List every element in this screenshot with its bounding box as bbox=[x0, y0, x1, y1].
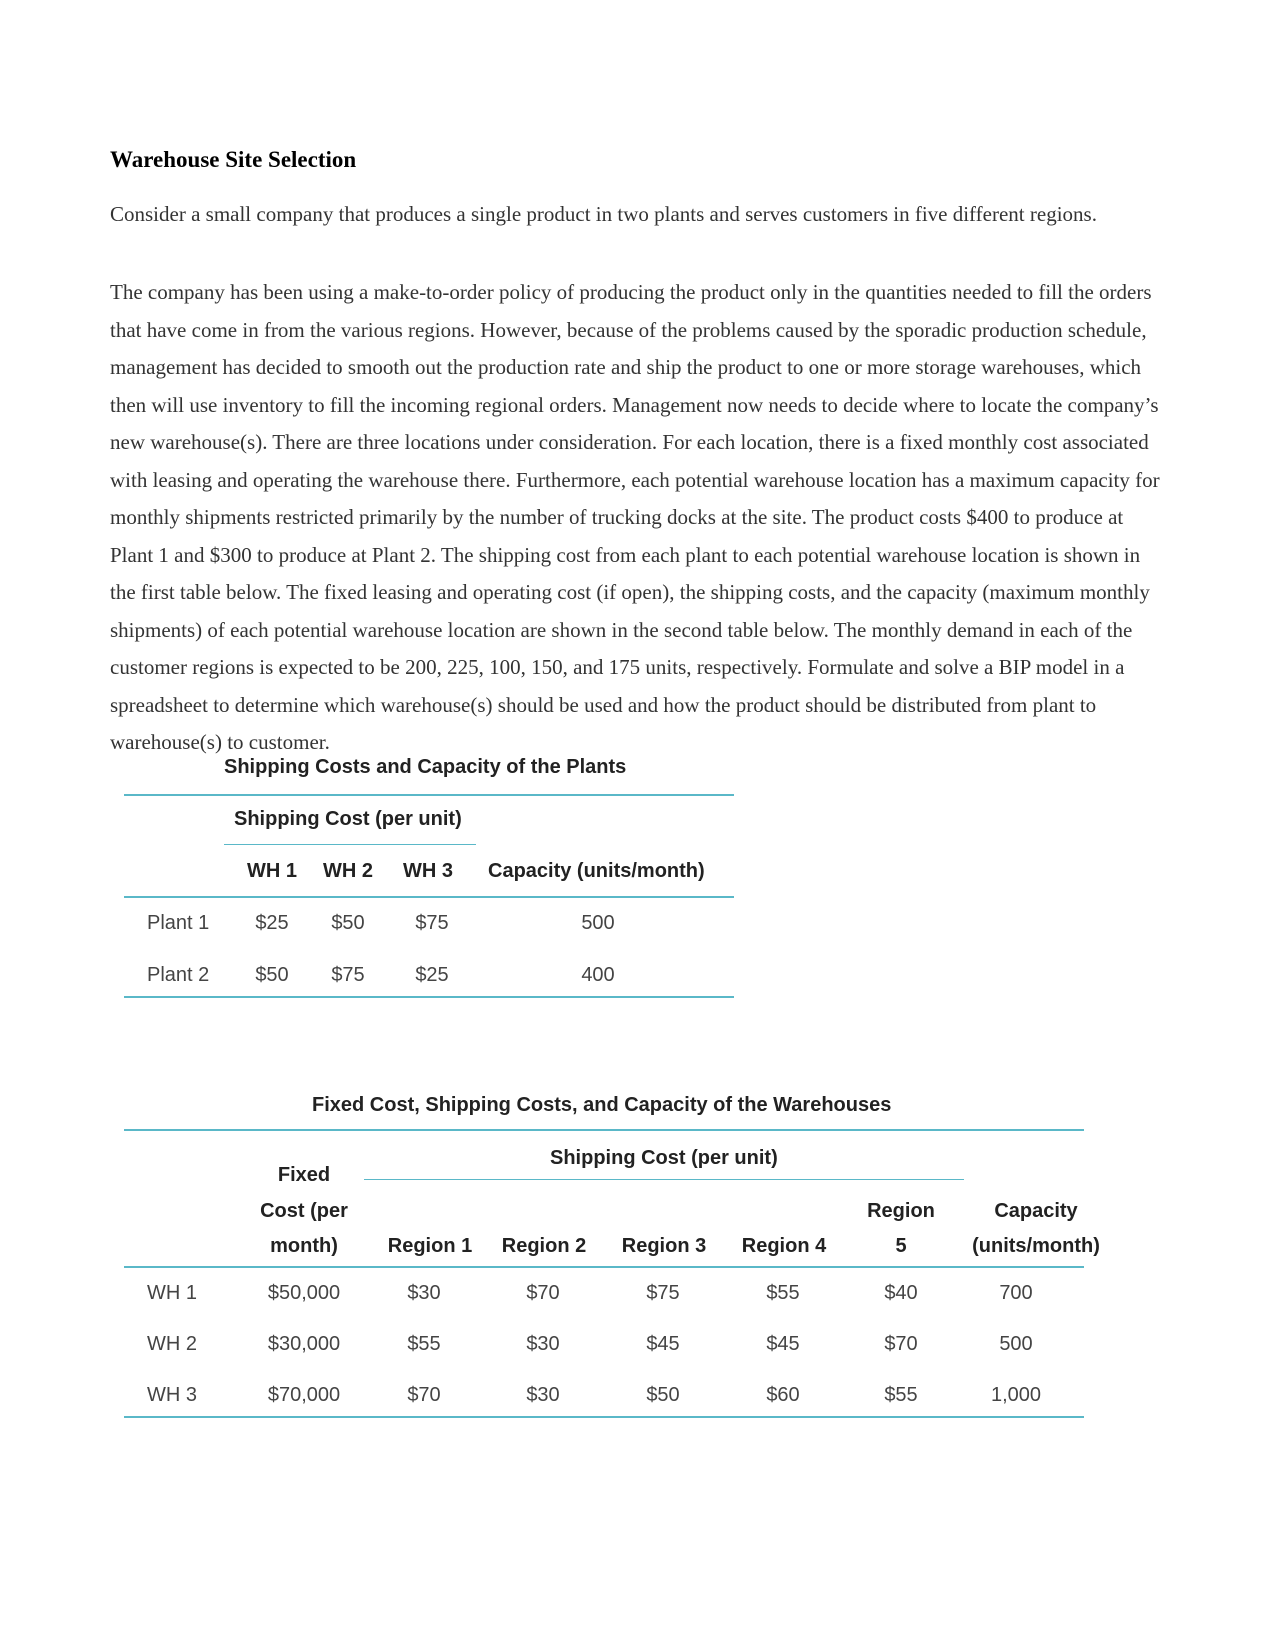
table-cell: 1,000 bbox=[990, 1384, 1042, 1406]
divider bbox=[124, 996, 734, 998]
col-header-fixed-1: Fixed bbox=[277, 1164, 331, 1186]
plants-shipping-cost-header: Shipping Cost (per unit) bbox=[234, 808, 462, 830]
table-cell: 400 bbox=[581, 964, 615, 986]
table-cell: $55 bbox=[766, 1282, 800, 1304]
table-cell: $50 bbox=[255, 964, 289, 986]
col-header-fixed-2: Cost (per bbox=[260, 1200, 348, 1222]
plants-table-title: Shipping Costs and Capacity of the Plants bbox=[224, 756, 627, 778]
table-cell: $25 bbox=[255, 912, 289, 934]
divider bbox=[224, 844, 476, 845]
table-cell: $45 bbox=[766, 1333, 800, 1355]
problem-description: The company has been using a make-to-order policy of producing the product only in the quantities needed to fill the orders that have come in from the various regions. However, because of the problems caused by the sporadic production schedule, management has decided to smooth out the production rate and ship the product to one or more storage warehouses, which then will use inventory to fill the incoming regional orders. Management now needs to decide where to locate the company’s new warehouse(s). There are three locations under consideration. For each location, there is a fixed monthly cost associated with leasing and operating the warehouse there. Furthermore, each potential warehouse location has a maximum capacity for monthly shipments restricted primarily by the number of trucking docks at the site. The product costs $400 to produce at Plant 1 and $300 to produce at Plant 2. The shipping cost from each plant to each potential warehouse location is shown in the first table below. The fixed leasing and operating cost (if open), the shipping costs, and the capacity (maximum monthly shipments) of each potential warehouse location are shown in the second table below. The monthly demand in each of the customer regions is expected to be 200, 225, 100, 150, and 175 units, respectively. Formulate and solve a BIP model in a spreadsheet to determine which warehouse(s) should be used and how the product should be distributed from plant to warehouse(s) to customer. bbox=[110, 280, 1160, 754]
table-cell: $55 bbox=[407, 1333, 441, 1355]
table-cell: $75 bbox=[415, 912, 449, 934]
divider bbox=[124, 1129, 1084, 1131]
col-header-capacity-line1: Capacity bbox=[994, 1200, 1078, 1222]
table-cell: $70 bbox=[526, 1282, 560, 1304]
col-header-region-1: Region 1 bbox=[387, 1235, 473, 1257]
table-cell: $70 bbox=[407, 1384, 441, 1406]
divider bbox=[124, 1266, 1084, 1268]
col-header-wh2: WH 2 bbox=[323, 860, 373, 882]
col-header-capacity: Capacity (units/month) bbox=[488, 860, 705, 882]
warehouses-shipping-cost-header: Shipping Cost (per unit) bbox=[550, 1147, 778, 1169]
col-header-capacity-line2: (units/month) bbox=[972, 1235, 1100, 1257]
row-label: WH 1 bbox=[147, 1282, 197, 1304]
table-cell: 500 bbox=[999, 1333, 1033, 1355]
table-cell: $55 bbox=[884, 1384, 918, 1406]
row-label: Plant 2 bbox=[147, 964, 210, 986]
table-cell: $50 bbox=[646, 1384, 680, 1406]
table-cell: $25 bbox=[415, 964, 449, 986]
divider bbox=[364, 1179, 964, 1180]
table-cell: $75 bbox=[331, 964, 365, 986]
page-title: Warehouse Site Selection bbox=[110, 147, 357, 172]
col-header-region-2: Region 2 bbox=[501, 1235, 587, 1257]
col-header-region-5-line2: 5 bbox=[895, 1235, 907, 1257]
table-cell: $30 bbox=[526, 1384, 560, 1406]
intro-paragraph: Consider a small company that produces a single product in two plants and serves customers in five different regions. bbox=[110, 202, 1097, 226]
table-cell: $40 bbox=[884, 1282, 918, 1304]
table-cell: $30,000 bbox=[267, 1333, 341, 1355]
table-cell: 500 bbox=[581, 912, 615, 934]
col-header-region-4: Region 4 bbox=[741, 1235, 827, 1257]
row-label: WH 3 bbox=[147, 1384, 197, 1406]
col-header-region-3: Region 3 bbox=[621, 1235, 707, 1257]
table-cell: 700 bbox=[999, 1282, 1033, 1304]
divider bbox=[124, 794, 734, 796]
table-cell: $45 bbox=[646, 1333, 680, 1355]
warehouses-table-title: Fixed Cost, Shipping Costs, and Capacity of the Warehouses bbox=[312, 1094, 892, 1116]
col-header-wh3: WH 3 bbox=[403, 860, 453, 882]
table-cell: $60 bbox=[766, 1384, 800, 1406]
col-header-fixed-3: month) bbox=[270, 1235, 338, 1257]
col-header-region-5-line1: Region bbox=[867, 1200, 935, 1222]
table-cell: $70 bbox=[884, 1333, 918, 1355]
table-cell: $70,000 bbox=[267, 1384, 341, 1406]
divider bbox=[124, 896, 734, 898]
row-label: Plant 1 bbox=[147, 912, 210, 934]
table-cell: $75 bbox=[646, 1282, 680, 1304]
table-cell: $30 bbox=[526, 1333, 560, 1355]
table-cell: $30 bbox=[407, 1282, 441, 1304]
table-cell: $50 bbox=[331, 912, 365, 934]
table-cell: $50,000 bbox=[267, 1282, 341, 1304]
row-label: WH 2 bbox=[147, 1333, 197, 1355]
col-header-wh1: WH 1 bbox=[247, 860, 297, 882]
divider bbox=[124, 1416, 1084, 1418]
